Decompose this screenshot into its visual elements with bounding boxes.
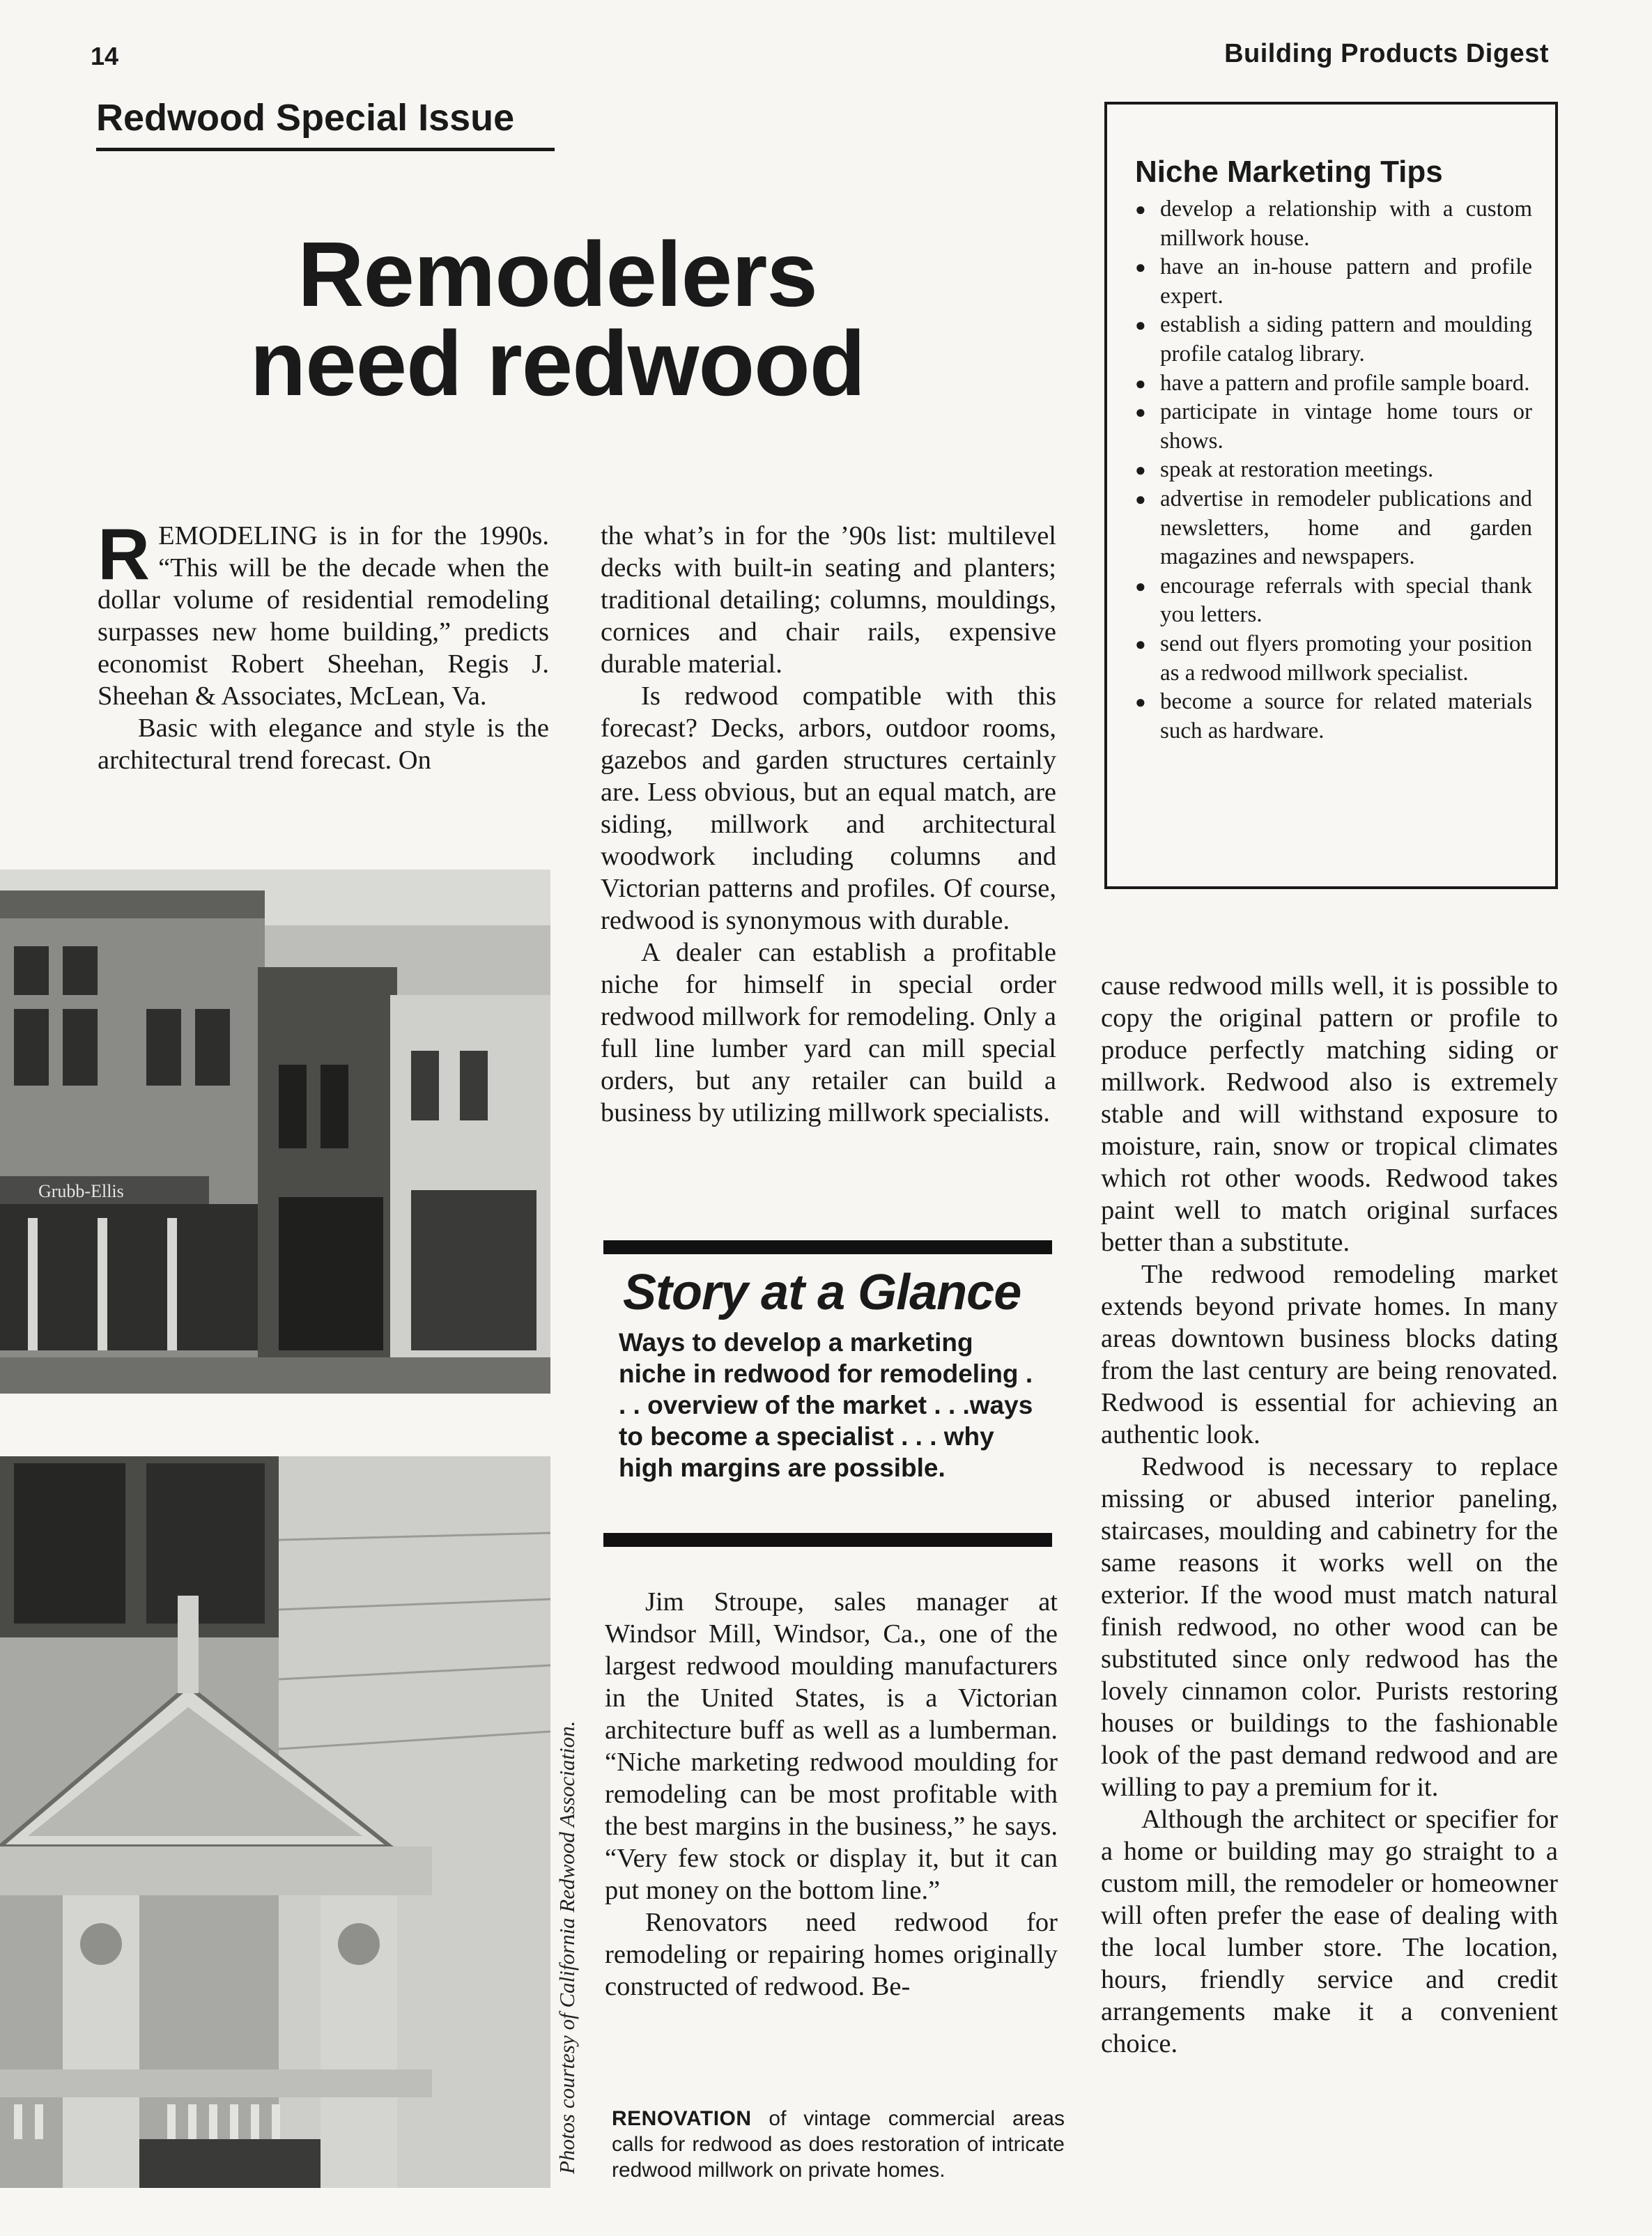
headline-line-2: need redwood: [249, 312, 865, 415]
tips-title: Niche Marketing Tips: [1135, 155, 1443, 189]
niche-marketing-tips-box: [1104, 102, 1558, 889]
tip-item: ● develop a relationship with a custom millwork house.: [1135, 195, 1532, 253]
tip-item: ● encourage referrals with special thank you letters.: [1135, 572, 1532, 630]
glance-title: Story at a Glance: [623, 1265, 1021, 1320]
section-title: Redwood Special Issue: [96, 97, 515, 139]
drop-cap: R: [98, 514, 150, 595]
article-column-1: [98, 514, 549, 776]
millwork-illustration: [0, 1456, 550, 2188]
article-column-3: [1101, 970, 1558, 2060]
article-paragraph: REMODELING is in for the 1990s. “This will be the decade when the dollar volume of residential remodeling surpasses new home building,” predicts economist Robert Sheehan, Regis J. Sheehan & Associates, McLean, Va.: [98, 514, 549, 711]
article-paragraph: Although the architect or specifier for a home or building may go straight to a custom mill, the remodeler or homeowner will often prefer the ease of dealing with the local lumber store. The location, hours, friendly service and credit arrangements make it a convenient choice.: [1101, 1805, 1558, 2058]
photo-millwork-detail: [0, 1456, 550, 2188]
tips-list: [1135, 195, 1532, 746]
article-column-2-continued: [605, 1586, 1058, 2003]
publication-name: Building Products Digest: [1224, 39, 1549, 68]
tip-item: ● send out flyers promoting your position as a redwood millwork specialist.: [1135, 630, 1532, 688]
photo-victorian-storefronts: [0, 870, 550, 1394]
glance-bottom-rule: [603, 1533, 1052, 1547]
article-paragraph: Redwood is necessary to replace missing or abused interior paneling, staircases, moulding and cabinetry for the same reasons it works well on the exterior. If the wood must match natural finish redwood, no other wood can be substituted since only redwood has the lovely cinnamon color. Purists restoring houses or buildings to the fashionable look of the past demand redwood and are willing to pay a premium for it.: [1101, 1452, 1558, 1802]
photo-credit: Photos courtesy of California Redwood Association.: [555, 1720, 579, 2174]
article-paragraph: Basic with elegance and style is the architectural trend forecast. On: [98, 714, 549, 775]
tip-item: ● participate in vintage home tours or shows.: [1135, 398, 1532, 456]
tip-item: ● have an in-house pattern and profile expert.: [1135, 253, 1532, 311]
article-paragraph: Jim Stroupe, sales manager at Windsor Mill, Windsor, Ca., one of the largest redwood moulding manufacturers in the United States, is a Victorian architecture buff as well as a lumberman. “Niche marketing redwood moulding for remodeling can be most profitable with the best margins in the business,” he says. “Very few stock or display it, but it can put money on the bottom line.”: [605, 1587, 1058, 1905]
tip-item: ● establish a siding pattern and moulding profile catalog library.: [1135, 311, 1532, 369]
article-paragraph: Renovators need redwood for remodeling or repairing homes originally constructed of redwood. Be-: [605, 1908, 1058, 2001]
story-at-a-glance: [603, 1240, 1052, 1547]
tip-item: ● advertise in remodeler publications and newsletters, home and garden magazines and newspapers.: [1135, 485, 1532, 572]
article-paragraph: A dealer can establish a profitable niche for himself in special order redwood millwork for remodeling. Only a full line lumber yard can mill special orders, but any retailer can build a business by utilizing millwork specialists.: [601, 938, 1056, 1127]
headline-line-1: Remodelers: [298, 223, 817, 325]
tip-item: ● speak at restoration meetings.: [1135, 456, 1532, 485]
storefront-sign: Grubb-Ellis: [38, 1181, 124, 1201]
glance-summary: Ways to develop a marketing niche in redwood for remodeling . . . overview of the market . . .ways to become a specialist . . . why high margins are possible.: [619, 1328, 1033, 1482]
article-column-2: [601, 520, 1056, 1129]
caption-text: of vintage commercial areas calls for redwood as does restoration of intricate redwood millwork on private homes.: [612, 2107, 1065, 2182]
storefront-illustration: [0, 870, 550, 1394]
article-paragraph: cause redwood mills well, it is possible to copy the original pattern or profile to produce perfectly matching siding or millwork. Redwood also is extremely stable and will withstand exposure to moisture, rain, snow or tropical climates which rot other woods. Redwood takes paint well to match original surfaces better than a substitute.: [1101, 971, 1558, 1257]
article-paragraph: The redwood remodeling market extends beyond private homes. In many areas downtown business blocks dating from the last century are being renovated. Redwood is essential for achieving an authentic look.: [1101, 1260, 1558, 1449]
article-paragraph: Is redwood compatible with this forecast? Decks, arbors, outdoor rooms, gazebos and garden structures certainly are. Less obvious, but an equal match, are siding, millwork and architectural woodwork including columns and Victorian patterns and profiles. Of course, redwood is synonymous with durable.: [601, 681, 1056, 935]
tip-item: ● become a source for related materials such as hardware.: [1135, 688, 1532, 746]
tip-item: ● have a pattern and profile sample board.: [1135, 369, 1532, 399]
caption-lead: RENOVATION: [612, 2107, 752, 2130]
headline: [209, 223, 906, 415]
glance-top-rule: [603, 1240, 1052, 1254]
article-paragraph: the what’s in for the ’90s list: multilevel decks with built-in seating and planters; traditional detailing; columns, mouldings, cornices and chair rails, expensive durable material.: [601, 521, 1056, 679]
page-number: 14: [91, 42, 119, 70]
section-rule: [96, 148, 555, 151]
photo-caption: [612, 2106, 1065, 2183]
